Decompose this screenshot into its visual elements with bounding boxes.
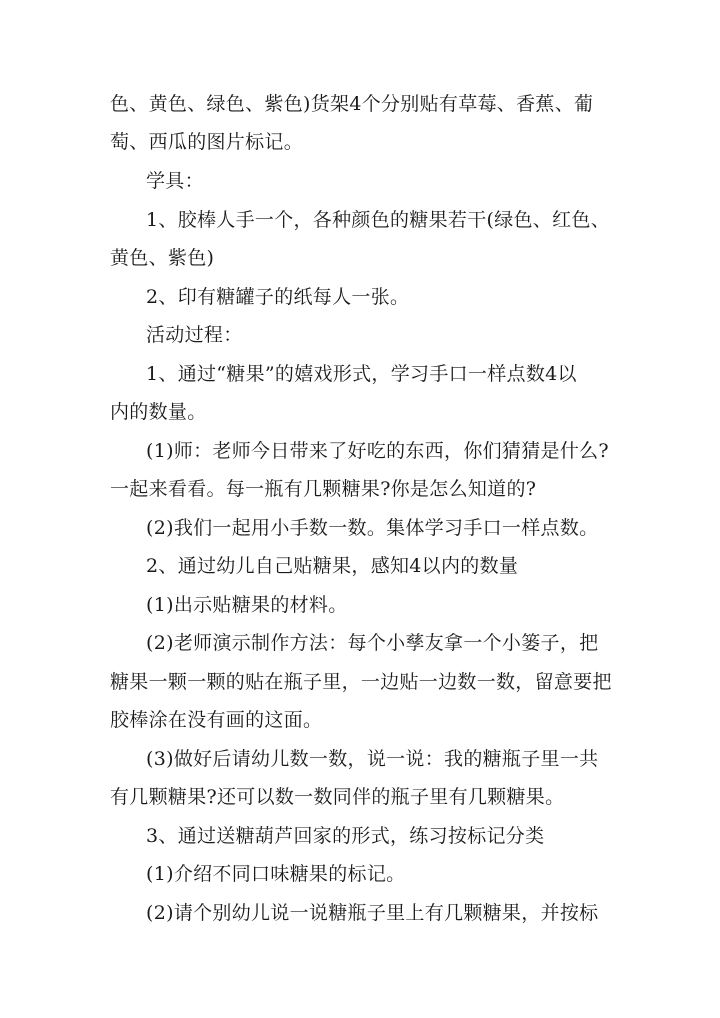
text-line-11: 一起来看看。每一瓶有几颗糖果?你是怎么知道的? — [110, 478, 537, 500]
text-line-7: 活动过程： — [146, 324, 243, 346]
text-line-9: 内的数量。 — [110, 401, 207, 423]
text-line-2: 萄、西瓜的图片标记。 — [110, 131, 304, 153]
text-line-20: 3、通过送糖葫芦回家的形式，练习按标记分类 — [146, 825, 545, 847]
text-line-22: (2)请个别幼儿说一说糖瓶子里上有几颗糖果，并按标 — [146, 902, 599, 924]
text-line-6: 2、印有糖罐子的纸每人一张。 — [146, 286, 410, 308]
text-line-17: 胶棒涂在没有画的这面。 — [110, 709, 323, 731]
text-line-16: 糖果一颗一颗的贴在瓶子里，一边贴一边数一数，留意要把 — [110, 671, 612, 693]
text-line-14: (1)出示贴糖果的材料。 — [146, 594, 348, 616]
text-line-19: 有几颗糖果?还可以数一数同伴的瓶子里有几颗糖果。 — [110, 786, 565, 808]
text-line-8: 1、通过“糖果”的嬉戏形式，学习手口一样点数4以 — [146, 363, 577, 385]
text-line-5: 黄色、紫色) — [110, 247, 215, 269]
text-line-18: (3)做好后请幼儿数一数，说一说：我的糖瓶子里一共 — [146, 748, 599, 770]
text-line-4: 1、胶棒人手一个，各种颜色的糖果若干(绿色、红色、 — [146, 209, 611, 231]
text-line-12: (2)我们一起用小手数一数。集体学习手口一样点数。 — [146, 517, 599, 539]
text-line-10: (1)师：老师今日带来了好吃的东西，你们猜猜是什么? — [146, 440, 609, 462]
text-line-15: (2)老师演示制作方法：每个小孳友拿一个小篓子，把 — [146, 632, 599, 654]
text-line-1: 色、黄色、绿色、紫色)货架4个分别贴有草莓、香蕉、葡 — [110, 93, 594, 115]
text-line-21: (1)介绍不同口味糖果的标记。 — [146, 863, 406, 885]
text-line-13: 2、通过幼儿自己贴糖果，感知4以内的数量 — [146, 555, 519, 577]
text-line-3: 学具： — [146, 170, 204, 192]
